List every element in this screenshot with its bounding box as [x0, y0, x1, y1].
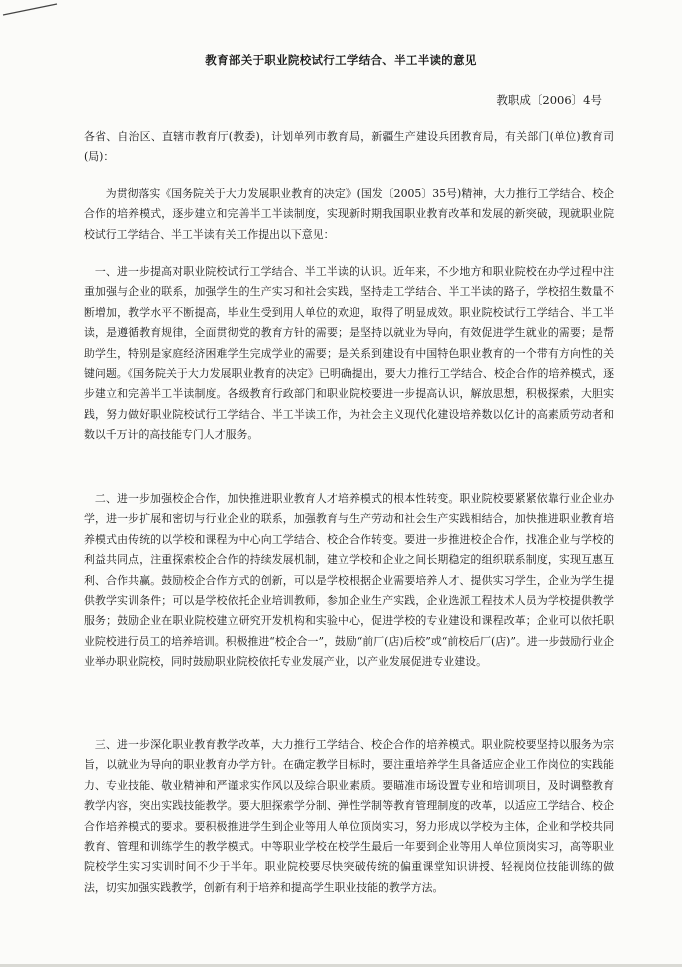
section-one-paragraph: 一、进一步提高对职业院校试行工学结合、半工半读的认识。近年来，不少地方和职业院校在办学过程中注重加强与企业的联系，加强学生的生产实习和社会实践，坚持走工学结合、半工半读的路子，学校招生数量不断增加，教学水平不断提高，毕业生受到用人单位的欢迎，取得了明显成效。职业院校试行工学结合、半工半读，是遵循教育规律，全面贯彻党的教育方针的需要；是坚持以就业为导向，有效促进学生就业的需要；是帮助学生，特别是家庭经济困难学生完成学业的需要；是关系到建设有中国特色职业教育的一个带有方向性的关键问题。《国务院关于大力发展职业教育的决定》已明确提出，要大力推行工学结合、校企合作的培养模式，逐步建立和完善半工半读制度。各级教育行政部门和职业院校要进一步提高认识，解放思想，积极探索，大胆实践，努力做好职业院校试行工学结合、半工半读工作，为社会主义现代化建设培养数以亿计的高素质劳动者和数以千万计的高技能专门人才服务。	[84, 265, 614, 442]
intro-paragraph: 为贯彻落实《国务院关于大力发展职业教育的决定》(国发〔2005〕35号)精神，大力推行工学结合、校企合作的培养模式，逐步建立和完善半工半读制度，实现新时期我国职业教育改革和发展的新突破，现就职业院校试行工学结合、半工半读有关工作提出以下意见：	[84, 187, 614, 241]
section-two-paragraph: 二、进一步加强校企合作，加快推进职业教育人才培养模式的根本性转变。职业院校要紧紧依靠行业企业办学，进一步扩展和密切与行业企业的联系，加强教育与生产劳动和社会生产实践相结合，加快推进职业教育培养模式由传统的以学校和课程为中心向工学结合、校企合作转变。要进一步推进校企合作，找准企业与学校的利益共同点，注重探索校企合作的持续发展机制，建立学校和企业之间长期稳定的组织联系制度，实现互惠互利、合作共赢。鼓励校企合作方式的创新，可以是学校根据企业需要培养人才、提供实习学生，企业为学生提供教学实训条件；可以是学校依托企业培训教师，参加企业生产实践，企业选派工程技术人员为学校提供教学服务；鼓励企业在职业院校建立研究开发机构和实验中心，促进学校的专业建设和课程改革；企业可以依托职业院校进行员工的培养培训。积极推进“校企合一”，鼓励“前厂(店)后校”或“前校后厂(店)”。进一步鼓励行业企业举办职业院校，同时鼓励职业院校依托专业发展产业，以产业发展促进专业建设。	[84, 492, 614, 669]
document-title: 教育部关于职业院校试行工学结合、半工半读的意见	[205, 53, 477, 67]
addressee-line: 各省、自治区、直辖市教育厅(教委)，计划单列市教育局，新疆生产建设兵团教育局，有关部门(单位)教育司(局)：	[84, 130, 614, 164]
document-number: 教职成〔2006〕4号	[496, 93, 602, 107]
pen-stroke-mark	[2, 2, 58, 16]
section-three-paragraph: 三、进一步深化职业教育教学改革，大力推行工学结合、校企合作的培养模式。职业院校要坚持以服务为宗旨，以就业为导向的职业教育办学方针。在确定教学目标时，要注重培养学生具备适应企业工作岗位的实践能力、专业技能、敬业精神和严谨求实作风以及综合职业素质。要瞄准市场设置专业和培训项目，及时调整教育教学内容，突出实践技能教学。要大胆探索学分制、弹性学制等教育管理制度的改革，以适应工学结合、校企合作培养模式的要求。要积极推进学生到企业等用人单位顶岗实习，努力形成以学校为主体，企业和学校共同教育、管理和训练学生的教学模式。中等职业学校在校学生最后一年要到企业等用人单位顶岗实习，高等职业院校学生实习实训时间不少于半年。职业院校要尽快突破传统的偏重课堂知识讲授、轻视岗位技能训练的做法，切实加强实践教学，创新有利于培养和提高学生职业技能的教学方法。	[84, 738, 614, 894]
